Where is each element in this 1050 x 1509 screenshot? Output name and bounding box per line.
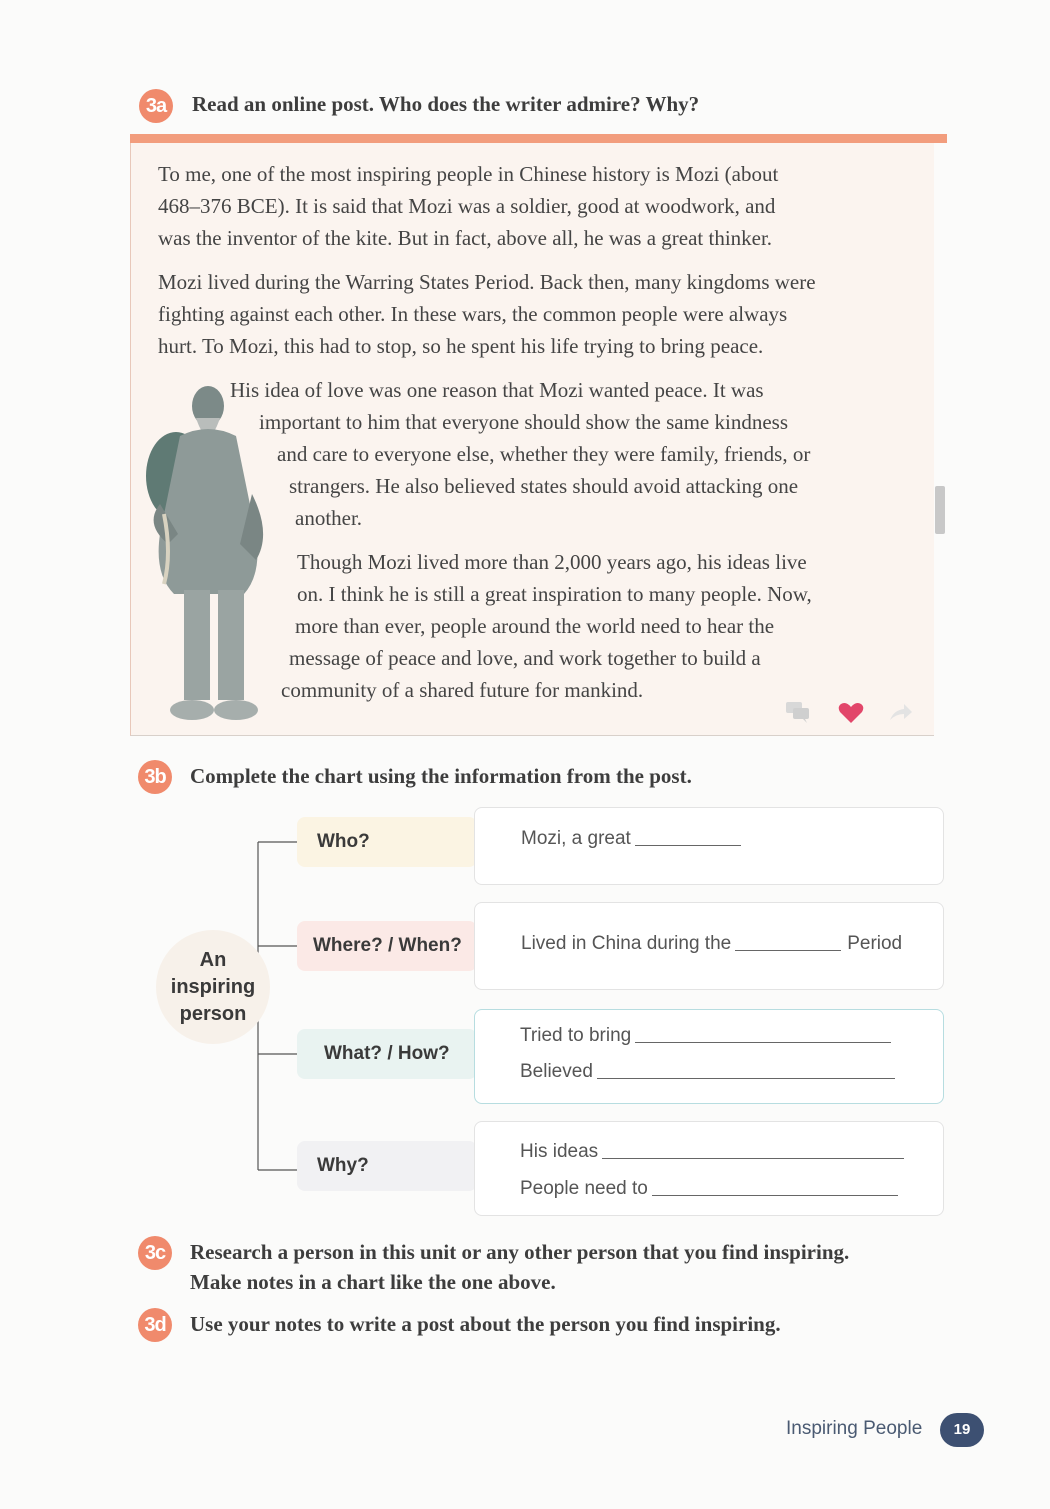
answer-line: [520, 1061, 895, 1083]
answer-blank[interactable]: [635, 844, 741, 846]
post-line: community of a shared future for mankind.: [281, 678, 644, 702]
answer-box-why: [474, 1121, 944, 1216]
exercise-3a-instruction: Read an online post. Who does the writer admire? Why?: [192, 92, 700, 116]
post-line: His idea of love was one reason that Mozi wanted peace. It was: [230, 378, 764, 402]
exercise-3c-instruction-line-1: Research a person in this unit or any other person that you find inspiring.: [190, 1240, 850, 1264]
post-line: on. I think he is still a great inspiration to many people. Now,: [297, 582, 812, 606]
prompt-text: Believed: [520, 1061, 593, 1082]
hub-text-line: An: [199, 948, 227, 971]
post-line: To me, one of the most inspiring people in Chinese history is Mozi (about: [158, 162, 779, 186]
exercise-badge-3b: 3b: [138, 760, 172, 794]
answer-blank[interactable]: [735, 949, 841, 951]
answer-blank[interactable]: [652, 1194, 898, 1196]
page-number: 19: [940, 1413, 984, 1447]
prompt-text: Mozi, a great: [521, 828, 631, 849]
answer-line: [520, 1025, 891, 1047]
chart-label-where-when: Where? / When?: [297, 921, 477, 971]
answer-line: [521, 828, 741, 850]
post-line: 468–376 BCE). It is said that Mozi was a soldier, good at woodwork, and: [158, 194, 776, 218]
exercise-badge-3a: 3a: [139, 89, 173, 123]
post-line: Though Mozi lived more than 2,000 years ago, his ideas live: [297, 550, 807, 574]
post-line: message of peace and love, and work together to build a: [289, 646, 761, 670]
exercise-3d-instruction: Use your notes to write a post about the person you find inspiring.: [190, 1312, 781, 1336]
exercise-3c-instruction-line-2: Make notes in a chart like the one above.: [190, 1270, 556, 1294]
answer-line: [520, 1178, 898, 1200]
answer-line: [520, 1141, 904, 1163]
unit-title: Inspiring People: [786, 1418, 923, 1439]
hub-text-line: inspiring: [170, 975, 256, 998]
answer-box-who: [474, 807, 944, 885]
prompt-text: People need to: [520, 1178, 648, 1199]
chart-label-what-how: What? / How?: [297, 1029, 477, 1079]
prompt-text: Tried to bring: [520, 1025, 632, 1046]
answer-blank[interactable]: [635, 1041, 891, 1043]
answer-box-what-how: [474, 1009, 944, 1104]
suffix-text: Period: [847, 933, 903, 954]
post-line: fighting against each other. In these wars, the common people were always: [158, 302, 788, 326]
exercise-badge-3d: 3d: [138, 1308, 172, 1342]
post-line: was the inventor of the kite. But in fact, above all, he was a great thinker.: [158, 226, 773, 250]
prompt-text: His ideas: [520, 1141, 599, 1162]
post-line: another.: [295, 506, 363, 530]
post-line: strangers. He also believed states should avoid attacking one: [289, 474, 799, 498]
chart-hub: [156, 930, 270, 1044]
exercise-badge-3c: 3c: [138, 1236, 172, 1270]
chart-label-who: Who?: [297, 817, 477, 867]
post-line: Mozi lived during the Warring States Period. Back then, many kingdoms were: [158, 270, 816, 294]
hub-text-line: person: [179, 1002, 247, 1025]
chart-label-why: Why?: [297, 1141, 477, 1191]
answer-blank[interactable]: [602, 1157, 904, 1159]
post-line: hurt. To Mozi, this had to stop, so he spent his life trying to bring peace.: [158, 334, 764, 358]
post-line: important to him that everyone should show the same kindness: [259, 410, 788, 434]
post-line: more than ever, people around the world need to hear the: [295, 614, 775, 638]
post-line: and care to everyone else, whether they were family, friends, or: [277, 442, 811, 466]
answer-blank[interactable]: [597, 1077, 895, 1079]
prompt-text: Lived in China during the: [521, 933, 732, 954]
answer-box-where-when: [474, 902, 944, 990]
answer-line: [521, 933, 902, 955]
exercise-3b-instruction: Complete the chart using the information from the post.: [190, 764, 692, 788]
